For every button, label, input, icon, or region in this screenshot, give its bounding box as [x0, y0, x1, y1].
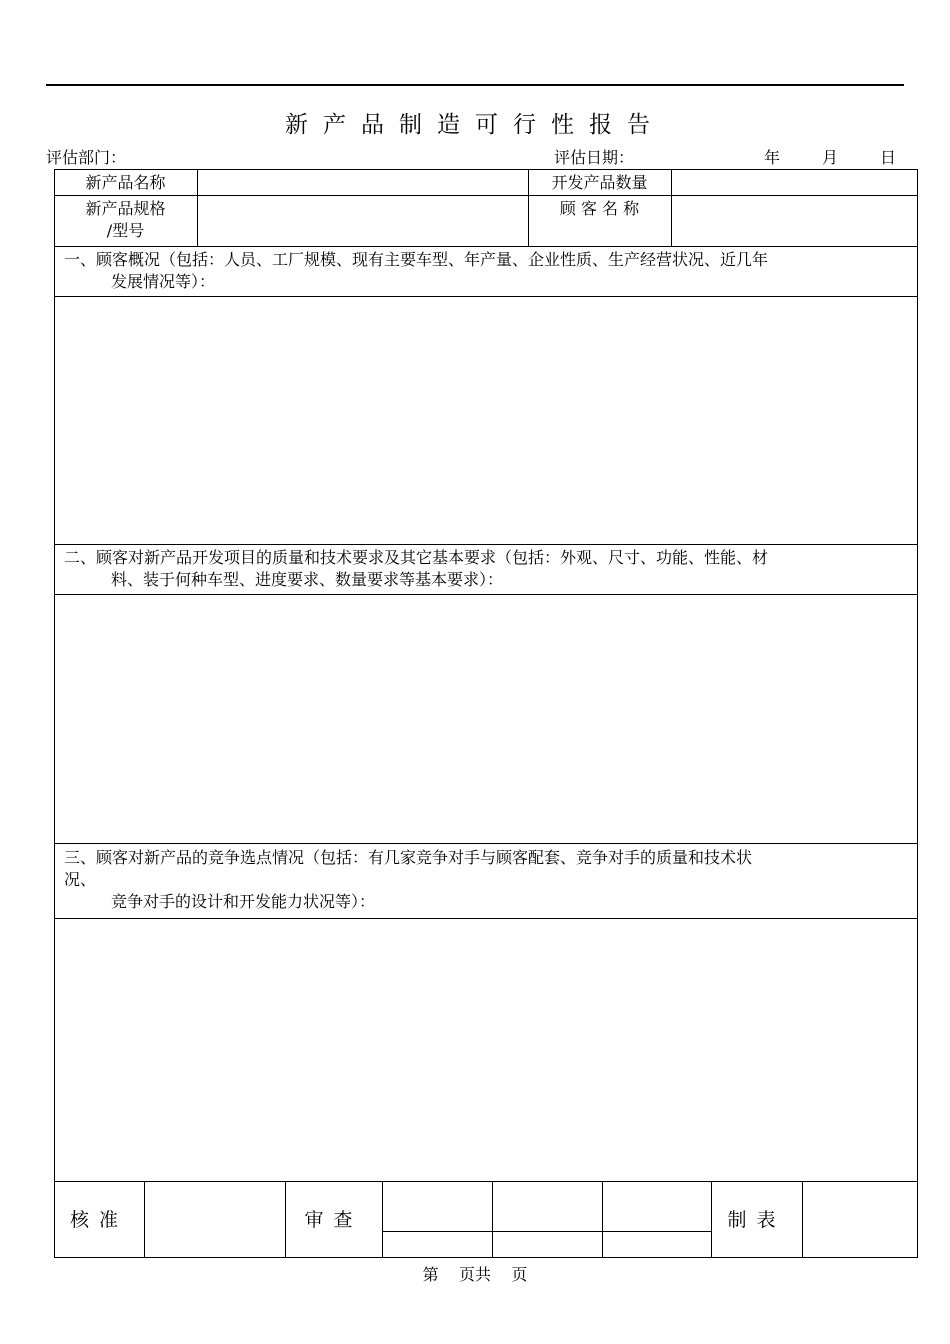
signoff-col-1 — [144, 1181, 145, 1258]
info-bottom-divider — [54, 246, 918, 247]
section-1-divider — [54, 296, 918, 297]
section-2-line2: 料、装于何种车型、进度要求、数量要求等基本要求）： — [111, 570, 504, 589]
signoff-top-divider — [54, 1181, 918, 1182]
signoff-col-4 — [492, 1181, 493, 1258]
section-3-header — [64, 847, 914, 913]
product-name-field[interactable] — [199, 171, 526, 194]
section-1-bottom — [54, 544, 918, 545]
section-1-line2: 发展情况等）： — [111, 272, 216, 291]
info-row-divider — [54, 195, 918, 196]
review-label: 审查 — [304, 1209, 363, 1231]
prepare-field[interactable] — [804, 1183, 916, 1256]
approve-label: 核准 — [69, 1209, 128, 1231]
signoff-sub-divider — [382, 1231, 711, 1232]
product-name-label: 新产品名称 — [85, 173, 166, 192]
signoff-col-7 — [802, 1181, 803, 1258]
dev-qty-field[interactable] — [673, 171, 916, 194]
section-3-content-area[interactable] — [56, 920, 916, 1178]
section-1-content-area[interactable] — [56, 298, 916, 542]
customer-name-label: 顾 客 名 称 — [559, 199, 640, 218]
info-col-divider-1 — [197, 169, 198, 246]
month-label: 月 — [822, 148, 839, 167]
section-2-divider — [54, 594, 918, 595]
section-2-line1: 二、顾客对新产品开发项目的质量和技术要求及其它基本要求（包括：外观、尺寸、功能、性能、材 — [64, 548, 769, 567]
day-label: 日 — [880, 148, 897, 167]
spec-label-line1: 新产品规格 — [85, 199, 166, 218]
section-1-line1: 一、顾客概况（包括：人员、工厂规模、现有主要车型、年产量、企业性质、生产经营状况、近几年 — [64, 250, 769, 269]
dev-qty-label: 开发产品数量 — [551, 173, 648, 192]
signoff-col-5 — [602, 1181, 603, 1258]
section-3-line1b: 况、 — [64, 870, 97, 889]
page-number: 第 页共 页 — [422, 1265, 528, 1284]
section-2-bottom — [54, 843, 918, 844]
spec-label-line2: /型号 — [106, 221, 145, 240]
dept-label: 评估部门： — [46, 148, 127, 167]
spec-label — [54, 198, 197, 242]
info-col-divider-3 — [671, 169, 672, 246]
section-2-content-area[interactable] — [56, 596, 916, 840]
section-3-line1: 三、顾客对新产品的竞争选点情况（包括：有几家竞争对手与顾客配套、竞争对手的质量和技术状 — [64, 848, 753, 867]
page-title: 新产品制造可行性报告 — [285, 112, 665, 138]
section-1-header — [64, 249, 914, 293]
review-field-3[interactable] — [604, 1183, 710, 1230]
section-3-line2: 竞争对手的设计和开发能力状况等）： — [111, 892, 376, 911]
review-field-1[interactable] — [384, 1183, 491, 1230]
year-label: 年 — [764, 148, 781, 167]
date-label: 评估日期： — [554, 148, 635, 167]
customer-name-field[interactable] — [673, 197, 916, 245]
approve-field[interactable] — [146, 1183, 284, 1256]
prepare-label: 制表 — [727, 1209, 786, 1231]
signoff-col-3 — [382, 1181, 383, 1258]
spec-field[interactable] — [199, 197, 526, 245]
review-field-2[interactable] — [494, 1183, 601, 1230]
top-rule — [46, 84, 904, 86]
section-2-header — [64, 547, 914, 591]
section-3-divider — [54, 918, 918, 919]
